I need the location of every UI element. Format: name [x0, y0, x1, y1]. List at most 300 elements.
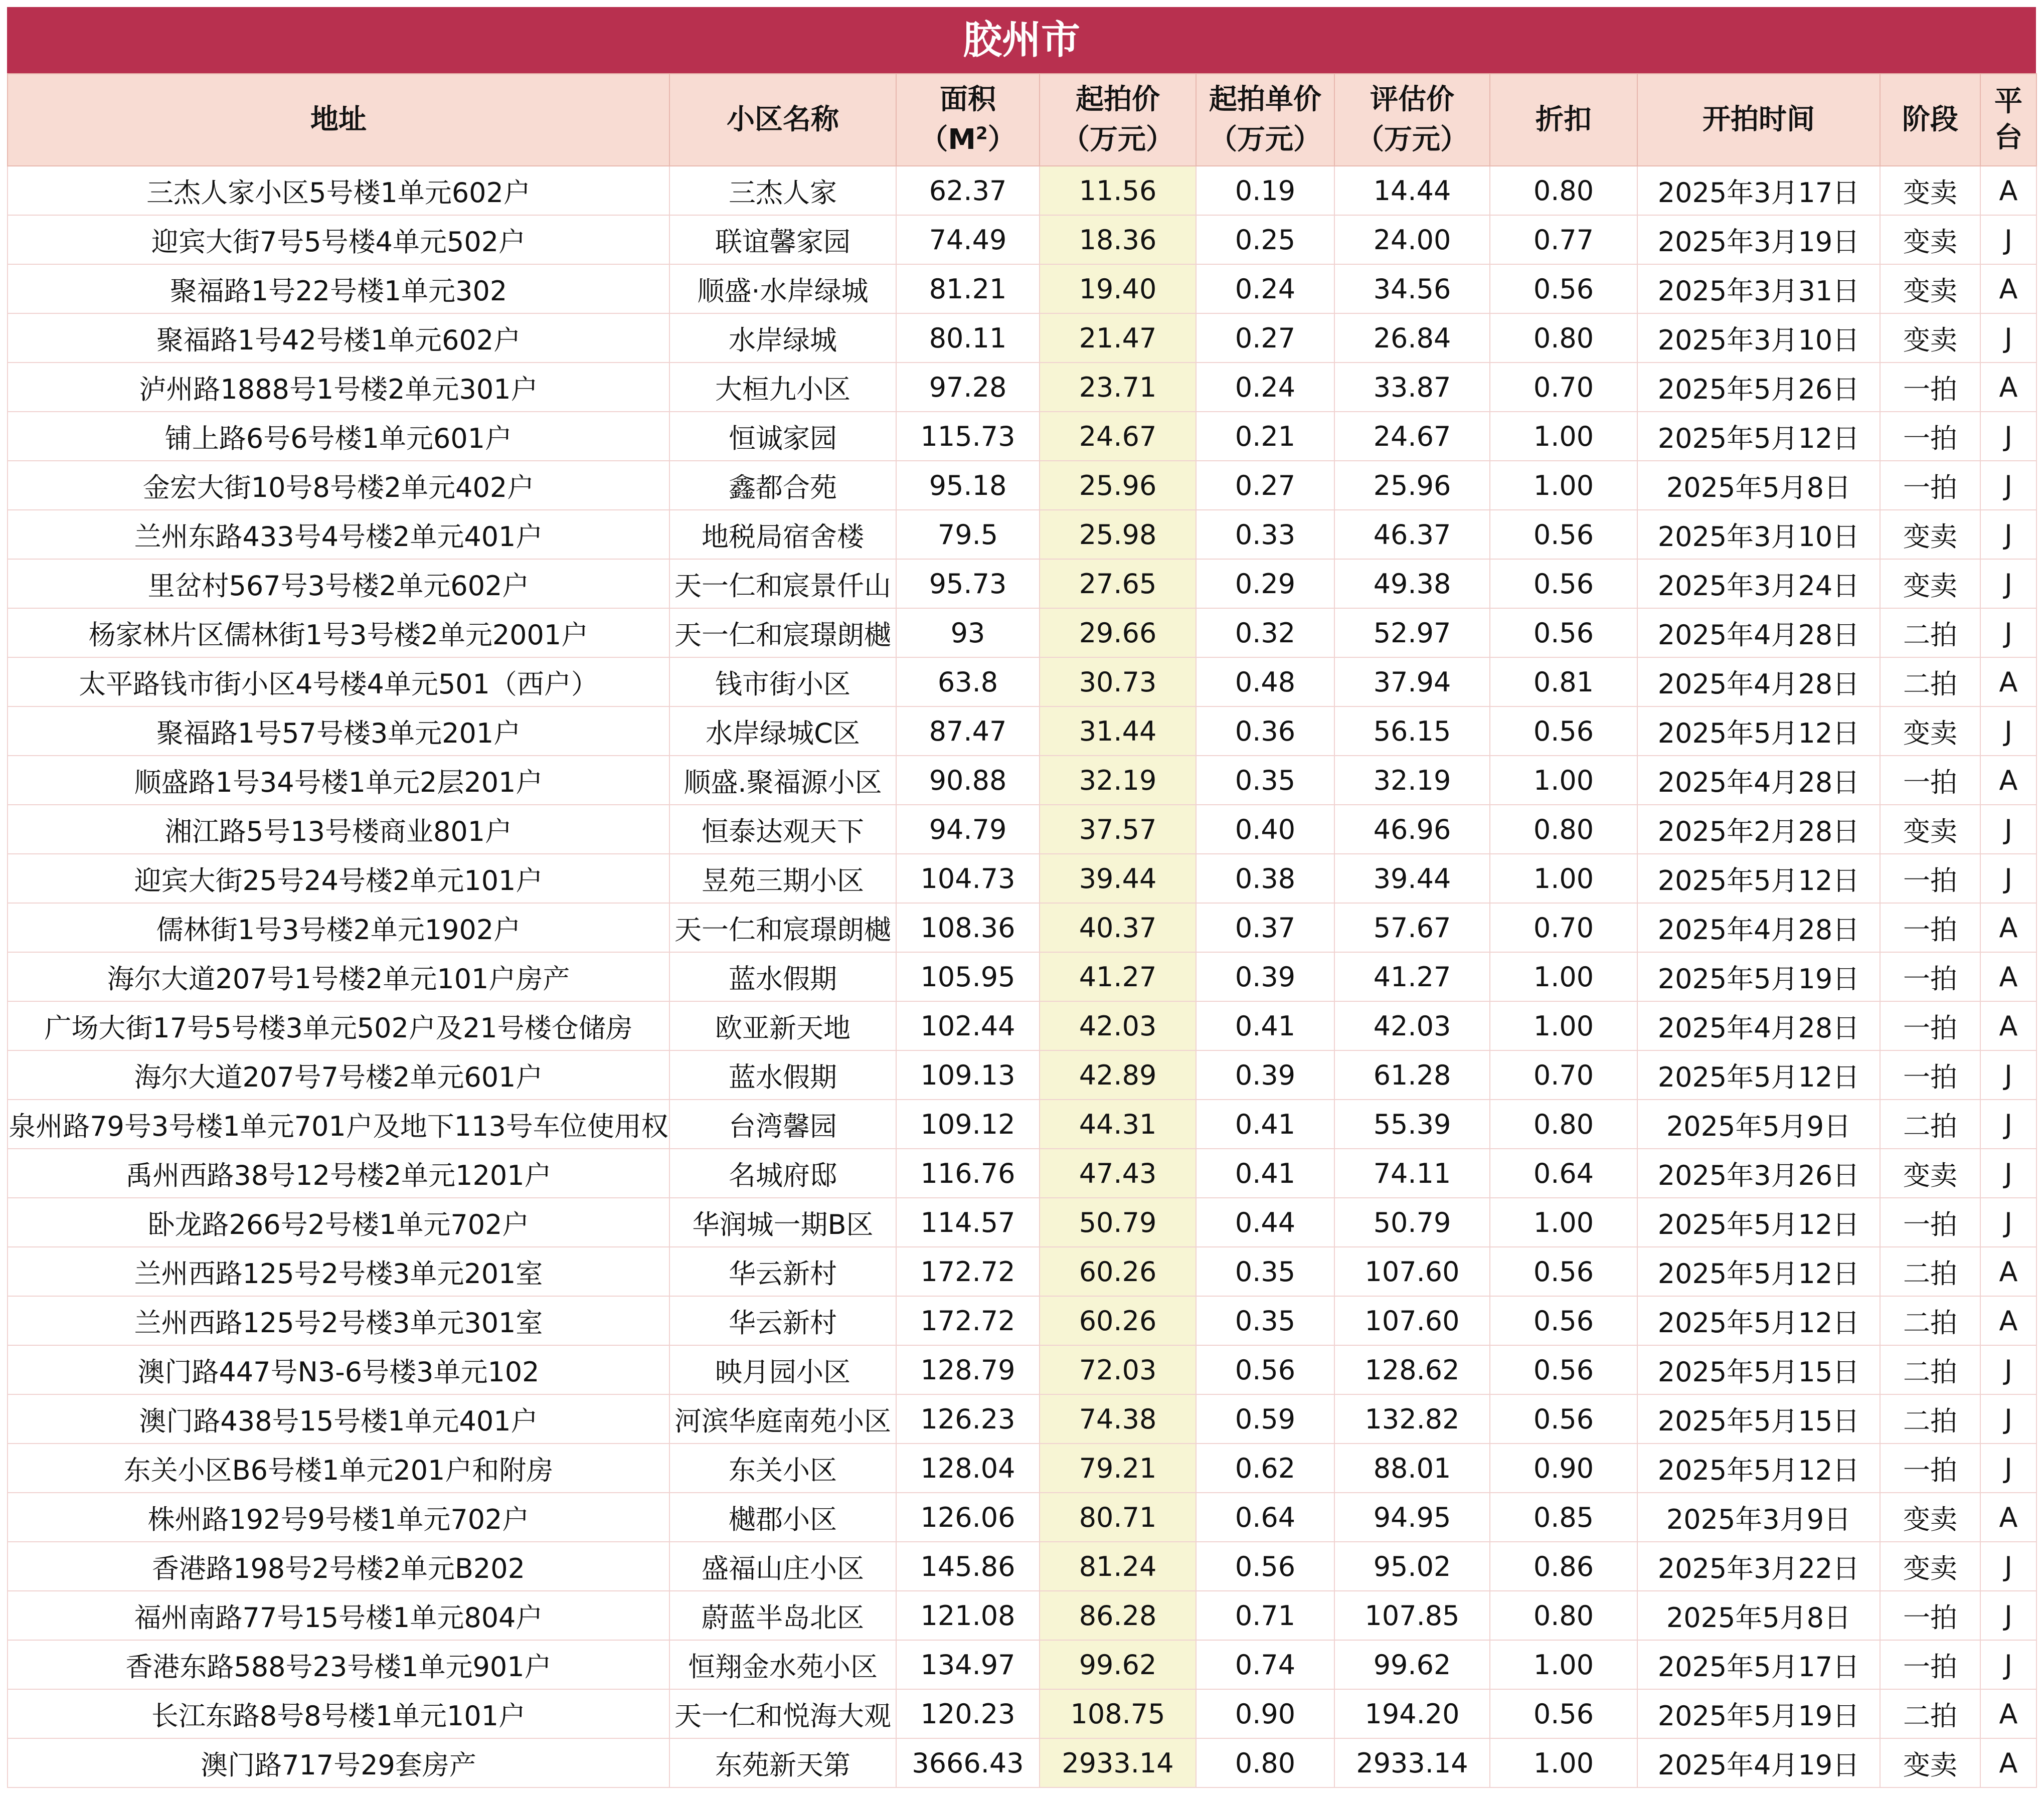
- cell-start-price: 21.47: [1040, 313, 1196, 363]
- cell-discount: 0.56: [1490, 264, 1637, 313]
- area-unit-post: ）: [987, 123, 1016, 156]
- cell-address: 福州南路77号15号楼1单元804户: [8, 1591, 669, 1640]
- cell-platform: J: [1980, 1100, 2036, 1149]
- cell-start-price: 50.79: [1040, 1198, 1196, 1247]
- cell-stage: 二拍: [1880, 608, 1980, 657]
- cell-platform: A: [1980, 166, 2036, 215]
- cell-address: 聚福路1号22号楼1单元302: [8, 264, 669, 313]
- cell-unit-price: 0.33: [1196, 510, 1334, 559]
- cell-address: 儒林街1号3号楼2单元1902户: [8, 903, 669, 952]
- cell-area: 120.23: [896, 1689, 1040, 1738]
- cell-platform: A: [1980, 1296, 2036, 1345]
- table-row: [8, 313, 2036, 363]
- cell-eval-price: 24.67: [1334, 412, 1490, 461]
- cell-stage: 二拍: [1880, 1394, 1980, 1444]
- cell-community: 天一仁和宸景仟山: [669, 559, 896, 608]
- cell-community: 欧亚新天地: [669, 1001, 896, 1050]
- header-unit-price-label: 起拍单价: [1209, 83, 1321, 116]
- cell-discount: 0.56: [1490, 1689, 1637, 1738]
- cell-area: 116.76: [896, 1149, 1040, 1198]
- cell-discount: 0.56: [1490, 1296, 1637, 1345]
- cell-area: 90.88: [896, 756, 1040, 805]
- cell-start-date: 2025年3月31日: [1637, 264, 1880, 313]
- header-eval-price-unit: （万元）: [1356, 123, 1468, 156]
- cell-stage: 一拍: [1880, 1198, 1980, 1247]
- cell-unit-price: 0.41: [1196, 1149, 1334, 1198]
- cell-stage: 变卖: [1880, 706, 1980, 756]
- cell-unit-price: 0.38: [1196, 854, 1334, 903]
- cell-area: 95.73: [896, 559, 1040, 608]
- cell-discount: 0.80: [1490, 166, 1637, 215]
- cell-area: 134.97: [896, 1640, 1040, 1689]
- header-start-price-label: 起拍价: [1076, 83, 1160, 116]
- cell-address: 泉州路79号3号楼1单元701户及地下113号车位使用权: [8, 1100, 669, 1149]
- cell-start-price: 32.19: [1040, 756, 1196, 805]
- cell-discount: 1.00: [1490, 1001, 1637, 1050]
- cell-unit-price: 0.40: [1196, 805, 1334, 854]
- cell-discount: 1.00: [1490, 952, 1637, 1001]
- cell-community: 鑫都合苑: [669, 461, 896, 510]
- cell-eval-price: 55.39: [1334, 1100, 1490, 1149]
- cell-unit-price: 0.62: [1196, 1444, 1334, 1493]
- cell-stage: 二拍: [1880, 1345, 1980, 1394]
- cell-eval-price: 42.03: [1334, 1001, 1490, 1050]
- cell-start-price: 19.40: [1040, 264, 1196, 313]
- cell-platform: J: [1980, 854, 2036, 903]
- header-unit-price: [1196, 74, 1334, 166]
- cell-eval-price: 99.62: [1334, 1640, 1490, 1689]
- table-row: [8, 1149, 2036, 1198]
- cell-stage: 一拍: [1880, 412, 1980, 461]
- header-unit-price-unit: （万元）: [1209, 123, 1321, 156]
- cell-address: 海尔大道207号1号楼2单元101户房产: [8, 952, 669, 1001]
- cell-discount: 0.80: [1490, 1591, 1637, 1640]
- cell-eval-price: 107.60: [1334, 1296, 1490, 1345]
- area-unit-sup: 2: [976, 123, 988, 144]
- cell-start-date: 2025年3月22日: [1637, 1542, 1880, 1591]
- cell-eval-price: 88.01: [1334, 1444, 1490, 1493]
- cell-area: 105.95: [896, 952, 1040, 1001]
- cell-start-date: 2025年3月24日: [1637, 559, 1880, 608]
- area-unit-pre: （M: [920, 123, 976, 156]
- cell-community: 樾郡小区: [669, 1493, 896, 1542]
- cell-stage: 变卖: [1880, 1542, 1980, 1591]
- cell-area: 109.13: [896, 1050, 1040, 1100]
- cell-community: 河滨华庭南苑小区: [669, 1394, 896, 1444]
- cell-unit-price: 0.24: [1196, 363, 1334, 412]
- cell-address: 铺上路6号6号楼1单元601户: [8, 412, 669, 461]
- cell-community: 钱市街小区: [669, 657, 896, 706]
- cell-platform: J: [1980, 805, 2036, 854]
- cell-community: 顺盛.聚福源小区: [669, 756, 896, 805]
- cell-start-price: 80.71: [1040, 1493, 1196, 1542]
- cell-stage: 二拍: [1880, 1100, 1980, 1149]
- cell-unit-price: 0.41: [1196, 1100, 1334, 1149]
- cell-eval-price: 25.96: [1334, 461, 1490, 510]
- cell-stage: 变卖: [1880, 215, 1980, 264]
- cell-unit-price: 0.36: [1196, 706, 1334, 756]
- cell-unit-price: 0.39: [1196, 1050, 1334, 1100]
- cell-address: 泸州路1888号1号楼2单元301户: [8, 363, 669, 412]
- cell-area: 126.23: [896, 1394, 1040, 1444]
- header-start-price-unit: （万元）: [1062, 123, 1174, 156]
- table-row: [8, 805, 2036, 854]
- cell-community: 华云新村: [669, 1247, 896, 1296]
- cell-community: 水岸绿城C区: [669, 706, 896, 756]
- cell-discount: 0.56: [1490, 510, 1637, 559]
- cell-address: 香港东路588号23号楼1单元901户: [8, 1640, 669, 1689]
- cell-start-date: 2025年5月26日: [1637, 363, 1880, 412]
- cell-start-price: 39.44: [1040, 854, 1196, 903]
- cell-platform: A: [1980, 1493, 2036, 1542]
- cell-discount: 0.86: [1490, 1542, 1637, 1591]
- header-start-date: 开拍时间: [1637, 74, 1880, 166]
- cell-area: 80.11: [896, 313, 1040, 363]
- table-row: [8, 1689, 2036, 1738]
- cell-start-date: 2025年4月28日: [1637, 903, 1880, 952]
- table-row: [8, 1247, 2036, 1296]
- cell-area: 108.36: [896, 903, 1040, 952]
- cell-start-date: 2025年5月17日: [1637, 1640, 1880, 1689]
- cell-start-date: 2025年3月10日: [1637, 313, 1880, 363]
- cell-platform: J: [1980, 1542, 2036, 1591]
- cell-area: 102.44: [896, 1001, 1040, 1050]
- table-row: [8, 363, 2036, 412]
- cell-unit-price: 0.41: [1196, 1001, 1334, 1050]
- table-row: [8, 756, 2036, 805]
- table-row: [8, 1640, 2036, 1689]
- cell-address: 金宏大街10号8号楼2单元402户: [8, 461, 669, 510]
- cell-start-price: 25.98: [1040, 510, 1196, 559]
- cell-start-price: 41.27: [1040, 952, 1196, 1001]
- cell-address: 兰州西路125号2号楼3单元201室: [8, 1247, 669, 1296]
- cell-start-price: 44.31: [1040, 1100, 1196, 1149]
- cell-unit-price: 0.27: [1196, 461, 1334, 510]
- cell-start-date: 2025年5月8日: [1637, 461, 1880, 510]
- cell-stage: 二拍: [1880, 657, 1980, 706]
- cell-unit-price: 0.24: [1196, 264, 1334, 313]
- cell-unit-price: 0.35: [1196, 756, 1334, 805]
- cell-discount: 0.56: [1490, 559, 1637, 608]
- cell-eval-price: 57.67: [1334, 903, 1490, 952]
- cell-address: 迎宾大街25号24号楼2单元101户: [8, 854, 669, 903]
- cell-discount: 1.00: [1490, 1640, 1637, 1689]
- cell-eval-price: 33.87: [1334, 363, 1490, 412]
- cell-eval-price: 49.38: [1334, 559, 1490, 608]
- cell-start-price: 42.03: [1040, 1001, 1196, 1050]
- cell-platform: A: [1980, 1247, 2036, 1296]
- cell-start-date: 2025年4月19日: [1637, 1738, 1880, 1787]
- cell-discount: 1.00: [1490, 461, 1637, 510]
- cell-platform: A: [1980, 1738, 2036, 1787]
- cell-unit-price: 0.35: [1196, 1296, 1334, 1345]
- cell-start-date: 2025年3月19日: [1637, 215, 1880, 264]
- cell-stage: 变卖: [1880, 1149, 1980, 1198]
- cell-address: 禹州西路38号12号楼2单元1201户: [8, 1149, 669, 1198]
- cell-discount: 0.85: [1490, 1493, 1637, 1542]
- cell-start-price: 99.62: [1040, 1640, 1196, 1689]
- cell-discount: 1.00: [1490, 854, 1637, 903]
- cell-start-date: 2025年3月9日: [1637, 1493, 1880, 1542]
- cell-eval-price: 74.11: [1334, 1149, 1490, 1198]
- cell-address: 聚福路1号57号楼3单元201户: [8, 706, 669, 756]
- cell-community: 天一仁和宸璟朗樾: [669, 903, 896, 952]
- cell-start-date: 2025年3月17日: [1637, 166, 1880, 215]
- cell-community: 恒诚家园: [669, 412, 896, 461]
- cell-stage: 变卖: [1880, 313, 1980, 363]
- cell-stage: 变卖: [1880, 1493, 1980, 1542]
- table-row: [8, 657, 2036, 706]
- cell-area: 93: [896, 608, 1040, 657]
- cell-area: 74.49: [896, 215, 1040, 264]
- cell-start-price: 25.96: [1040, 461, 1196, 510]
- cell-community: 水岸绿城: [669, 313, 896, 363]
- cell-community: 盛福山庄小区: [669, 1542, 896, 1591]
- cell-eval-price: 14.44: [1334, 166, 1490, 215]
- cell-address: 兰州东路433号4号楼2单元401户: [8, 510, 669, 559]
- cell-start-date: 2025年5月9日: [1637, 1100, 1880, 1149]
- cell-start-price: 23.71: [1040, 363, 1196, 412]
- table-header: [8, 74, 2036, 166]
- cell-eval-price: 128.62: [1334, 1345, 1490, 1394]
- cell-discount: 0.56: [1490, 706, 1637, 756]
- cell-address: 卧龙路266号2号楼1单元702户: [8, 1198, 669, 1247]
- table-row: [8, 706, 2036, 756]
- cell-address: 迎宾大街7号5号楼4单元502户: [8, 215, 669, 264]
- cell-area: 121.08: [896, 1591, 1040, 1640]
- cell-unit-price: 0.74: [1196, 1640, 1334, 1689]
- cell-platform: J: [1980, 510, 2036, 559]
- cell-eval-price: 56.15: [1334, 706, 1490, 756]
- cell-area: 62.37: [896, 166, 1040, 215]
- table-row: [8, 903, 2036, 952]
- auction-table: [7, 73, 2037, 1788]
- cell-discount: 1.00: [1490, 1198, 1637, 1247]
- cell-start-price: 37.57: [1040, 805, 1196, 854]
- cell-stage: 二拍: [1880, 1689, 1980, 1738]
- cell-discount: 0.90: [1490, 1444, 1637, 1493]
- cell-start-date: 2025年5月8日: [1637, 1591, 1880, 1640]
- cell-unit-price: 0.32: [1196, 608, 1334, 657]
- cell-area: 3666.43: [896, 1738, 1040, 1787]
- table-row: [8, 1001, 2036, 1050]
- header-discount: 折扣: [1490, 74, 1637, 166]
- cell-address: 澳门路438号15号楼1单元401户: [8, 1394, 669, 1444]
- cell-unit-price: 0.27: [1196, 313, 1334, 363]
- cell-stage: 变卖: [1880, 805, 1980, 854]
- cell-stage: 一拍: [1880, 1640, 1980, 1689]
- cell-community: 大桓九小区: [669, 363, 896, 412]
- table-body: [8, 166, 2036, 1787]
- cell-discount: 0.77: [1490, 215, 1637, 264]
- cell-platform: J: [1980, 215, 2036, 264]
- cell-area: 79.5: [896, 510, 1040, 559]
- cell-unit-price: 0.35: [1196, 1247, 1334, 1296]
- cell-unit-price: 0.48: [1196, 657, 1334, 706]
- cell-platform: J: [1980, 1444, 2036, 1493]
- cell-address: 香港路198号2号楼2单元B202: [8, 1542, 669, 1591]
- cell-eval-price: 132.82: [1334, 1394, 1490, 1444]
- cell-eval-price: 46.37: [1334, 510, 1490, 559]
- cell-discount: 0.70: [1490, 903, 1637, 952]
- cell-stage: 一拍: [1880, 1591, 1980, 1640]
- table-row: [8, 1591, 2036, 1640]
- cell-stage: 一拍: [1880, 854, 1980, 903]
- auction-table-sheet: [7, 7, 2036, 1788]
- cell-start-price: 24.67: [1040, 412, 1196, 461]
- cell-eval-price: 52.97: [1334, 608, 1490, 657]
- cell-stage: 二拍: [1880, 1247, 1980, 1296]
- cell-start-date: 2025年4月28日: [1637, 756, 1880, 805]
- cell-area: 109.12: [896, 1100, 1040, 1149]
- cell-area: 104.73: [896, 854, 1040, 903]
- cell-start-date: 2025年5月12日: [1637, 1296, 1880, 1345]
- cell-community: 台湾馨园: [669, 1100, 896, 1149]
- header-platform-label: 平台: [1994, 85, 2022, 154]
- cell-area: 63.8: [896, 657, 1040, 706]
- cell-platform: J: [1980, 412, 2036, 461]
- cell-start-price: 11.56: [1040, 166, 1196, 215]
- cell-start-price: 72.03: [1040, 1345, 1196, 1394]
- table-row: [8, 461, 2036, 510]
- cell-area: 94.79: [896, 805, 1040, 854]
- cell-eval-price: 41.27: [1334, 952, 1490, 1001]
- header-eval-price: [1334, 74, 1490, 166]
- cell-stage: 一拍: [1880, 1444, 1980, 1493]
- cell-start-date: 2025年5月12日: [1637, 854, 1880, 903]
- cell-area: 172.72: [896, 1296, 1040, 1345]
- cell-stage: 变卖: [1880, 510, 1980, 559]
- cell-area: 115.73: [896, 412, 1040, 461]
- table-row: [8, 952, 2036, 1001]
- cell-start-price: 108.75: [1040, 1689, 1196, 1738]
- table-row: [8, 608, 2036, 657]
- cell-community: 天一仁和宸璟朗樾: [669, 608, 896, 657]
- cell-discount: 0.56: [1490, 1394, 1637, 1444]
- cell-community: 天一仁和悦海大观: [669, 1689, 896, 1738]
- cell-unit-price: 0.64: [1196, 1493, 1334, 1542]
- cell-community: 联谊馨家园: [669, 215, 896, 264]
- cell-eval-price: 39.44: [1334, 854, 1490, 903]
- cell-platform: A: [1980, 952, 2036, 1001]
- cell-discount: 0.80: [1490, 313, 1637, 363]
- table-row: [8, 1493, 2036, 1542]
- cell-start-price: 74.38: [1040, 1394, 1196, 1444]
- cell-start-price: 29.66: [1040, 608, 1196, 657]
- cell-eval-price: 26.84: [1334, 313, 1490, 363]
- table-row: [8, 166, 2036, 215]
- cell-address: 澳门路717号29套房产: [8, 1738, 669, 1787]
- cell-community: 东苑新天第: [669, 1738, 896, 1787]
- cell-area: 145.86: [896, 1542, 1040, 1591]
- cell-address: 东关小区B6号楼1单元201户和附房: [8, 1444, 669, 1493]
- cell-start-price: 27.65: [1040, 559, 1196, 608]
- cell-stage: 二拍: [1880, 1296, 1980, 1345]
- cell-start-date: 2025年5月19日: [1637, 1689, 1880, 1738]
- cell-eval-price: 94.95: [1334, 1493, 1490, 1542]
- cell-start-date: 2025年4月28日: [1637, 1001, 1880, 1050]
- cell-discount: 0.81: [1490, 657, 1637, 706]
- cell-unit-price: 0.90: [1196, 1689, 1334, 1738]
- cell-stage: 一拍: [1880, 952, 1980, 1001]
- cell-address: 湘江路5号13号楼商业801户: [8, 805, 669, 854]
- cell-platform: A: [1980, 363, 2036, 412]
- cell-community: 恒翔金水苑小区: [669, 1640, 896, 1689]
- cell-start-price: 79.21: [1040, 1444, 1196, 1493]
- cell-start-date: 2025年5月19日: [1637, 952, 1880, 1001]
- cell-eval-price: 95.02: [1334, 1542, 1490, 1591]
- cell-stage: 一拍: [1880, 1050, 1980, 1100]
- cell-platform: J: [1980, 1345, 2036, 1394]
- table-row: [8, 1296, 2036, 1345]
- cell-start-date: 2025年5月12日: [1637, 1198, 1880, 1247]
- cell-unit-price: 0.37: [1196, 903, 1334, 952]
- cell-discount: 1.00: [1490, 412, 1637, 461]
- cell-stage: 变卖: [1880, 1738, 1980, 1787]
- cell-community: 名城府邸: [669, 1149, 896, 1198]
- cell-community: 顺盛·水岸绿城: [669, 264, 896, 313]
- cell-community: 蓝水假期: [669, 952, 896, 1001]
- cell-discount: 0.70: [1490, 1050, 1637, 1100]
- cell-platform: J: [1980, 1591, 2036, 1640]
- header-stage: 阶段: [1880, 74, 1980, 166]
- cell-start-price: 81.24: [1040, 1542, 1196, 1591]
- cell-start-date: 2025年5月12日: [1637, 1247, 1880, 1296]
- cell-eval-price: 24.00: [1334, 215, 1490, 264]
- cell-start-date: 2025年3月10日: [1637, 510, 1880, 559]
- table-row: [8, 1444, 2036, 1493]
- cell-discount: 0.64: [1490, 1149, 1637, 1198]
- cell-platform: A: [1980, 264, 2036, 313]
- cell-address: 三杰人家小区5号楼1单元602户: [8, 166, 669, 215]
- cell-platform: J: [1980, 1149, 2036, 1198]
- cell-area: 172.72: [896, 1247, 1040, 1296]
- cell-area: 114.57: [896, 1198, 1040, 1247]
- table-row: [8, 215, 2036, 264]
- cell-unit-price: 0.19: [1196, 166, 1334, 215]
- cell-eval-price: 2933.14: [1334, 1738, 1490, 1787]
- table-row: [8, 559, 2036, 608]
- cell-unit-price: 0.71: [1196, 1591, 1334, 1640]
- cell-eval-price: 107.85: [1334, 1591, 1490, 1640]
- cell-stage: 一拍: [1880, 1001, 1980, 1050]
- cell-unit-price: 0.29: [1196, 559, 1334, 608]
- cell-start-price: 47.43: [1040, 1149, 1196, 1198]
- table-row: [8, 412, 2036, 461]
- cell-community: 恒泰达观天下: [669, 805, 896, 854]
- cell-start-price: 60.26: [1040, 1247, 1196, 1296]
- cell-community: 三杰人家: [669, 166, 896, 215]
- cell-area: 128.04: [896, 1444, 1040, 1493]
- cell-platform: A: [1980, 1001, 2036, 1050]
- cell-unit-price: 0.39: [1196, 952, 1334, 1001]
- cell-stage: 变卖: [1880, 559, 1980, 608]
- cell-start-date: 2025年5月12日: [1637, 1444, 1880, 1493]
- cell-platform: A: [1980, 1689, 2036, 1738]
- cell-start-date: 2025年3月26日: [1637, 1149, 1880, 1198]
- cell-address: 长江东路8号8号楼1单元101户: [8, 1689, 669, 1738]
- table-row: [8, 264, 2036, 313]
- cell-platform: J: [1980, 461, 2036, 510]
- cell-platform: J: [1980, 1640, 2036, 1689]
- cell-discount: 0.56: [1490, 1345, 1637, 1394]
- cell-address: 聚福路1号42号楼1单元602户: [8, 313, 669, 363]
- cell-address: 兰州西路125号2号楼3单元301室: [8, 1296, 669, 1345]
- cell-eval-price: 61.28: [1334, 1050, 1490, 1100]
- cell-start-price: 2933.14: [1040, 1738, 1196, 1787]
- cell-start-price: 30.73: [1040, 657, 1196, 706]
- cell-area: 95.18: [896, 461, 1040, 510]
